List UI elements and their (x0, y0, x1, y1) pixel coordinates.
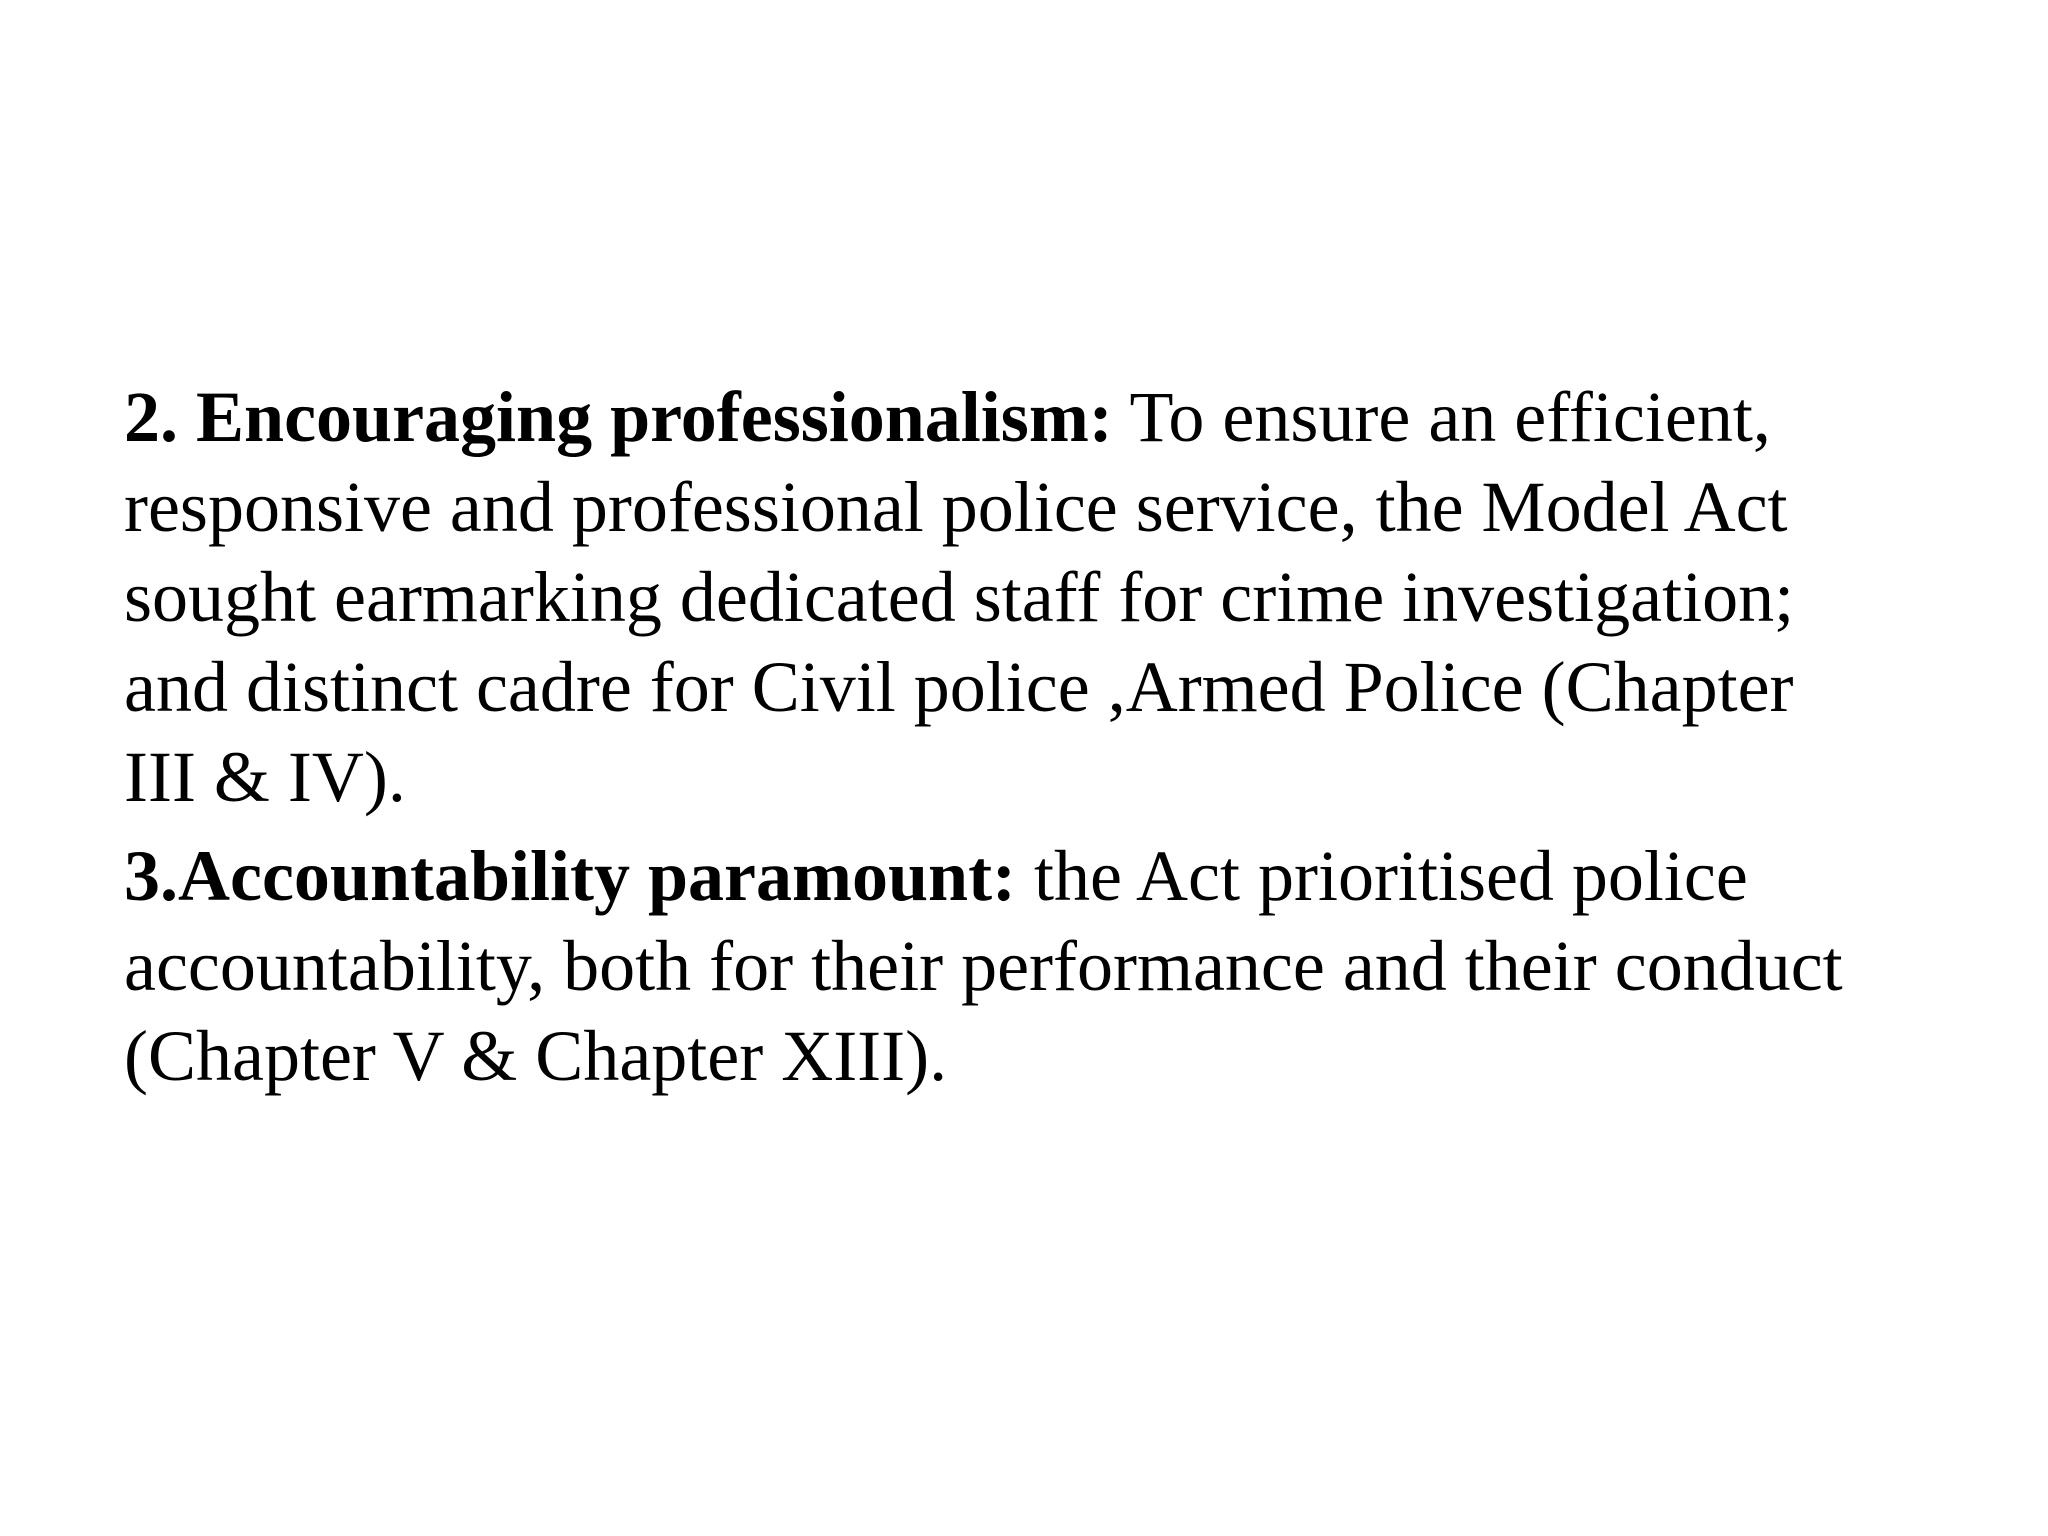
point-heading: 2. Encouraging professionalism: (124, 377, 1113, 457)
point-line: accountability, both for their performance and their conduct (124, 926, 1843, 1006)
point-text: the Act prioritised police (1016, 836, 1748, 916)
point-line: sought earmarking dedicated staff for crime investigation; (124, 557, 1795, 637)
point-text: To ensure an efficient, (1112, 377, 1771, 457)
point-professionalism (124, 372, 1944, 822)
point-accountability (124, 831, 1944, 1101)
point-heading: 3.Accountability paramount: (124, 836, 1017, 916)
point-line: (Chapter V & Chapter XIII). (124, 1016, 948, 1096)
point-line: III & IV). (124, 737, 406, 817)
slide-body (124, 372, 1944, 1101)
point-line (124, 372, 1944, 462)
point-line: and distinct cadre for Civil police ,Armed Police (Chapter (124, 647, 1794, 727)
point-line (124, 831, 1944, 921)
point-line: responsive and professional police service, the Model Act (124, 467, 1788, 547)
